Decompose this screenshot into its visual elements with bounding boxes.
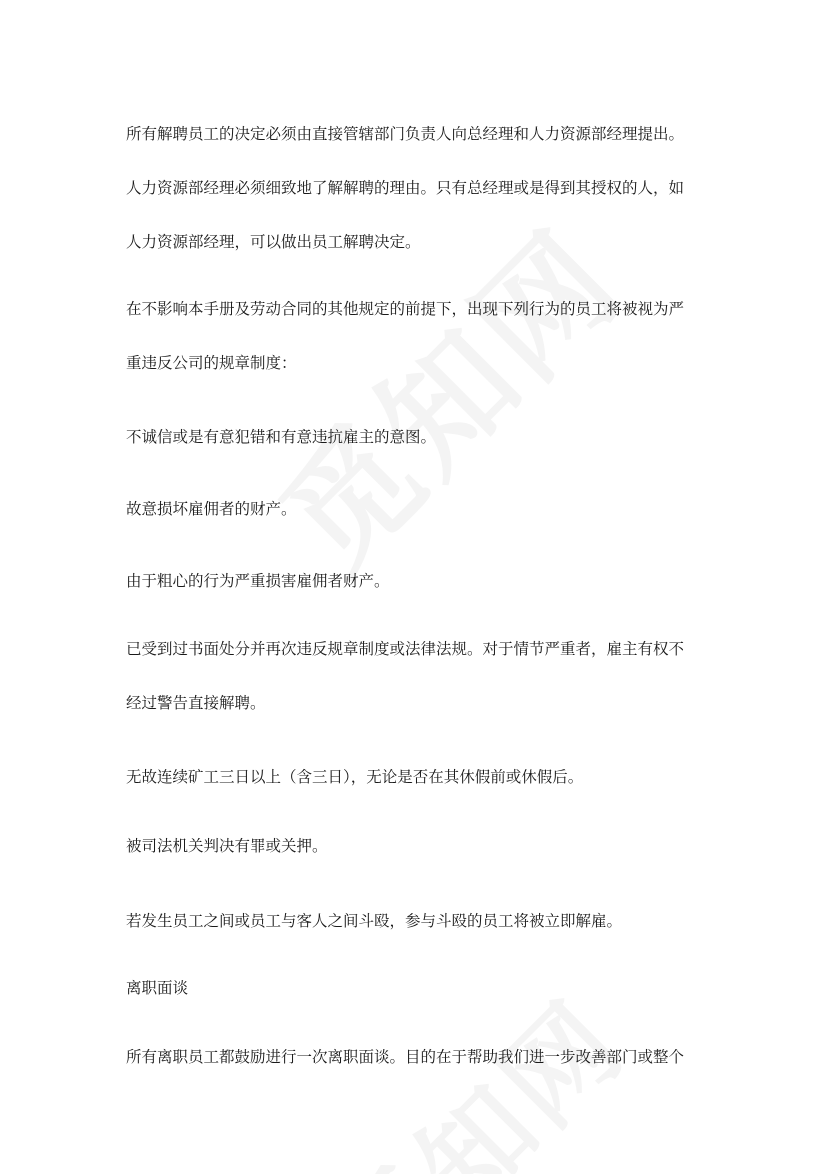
list-item: 由于粗心的行为严重损害雇佣者财产。 xyxy=(126,572,390,590)
list-item: 已受到过书面处分并再次违反规章制度或法律法规。对于情节严重者，雇主有权不 xyxy=(126,640,685,658)
paragraph-line: 所有离职员工都鼓励进行一次离职面谈。目的在于帮助我们进一步改善部门或整个 xyxy=(126,1048,685,1066)
list-item: 无故连续矿工三日以上（含三日），无论是否在其休假前或休假后。 xyxy=(126,768,584,786)
paragraph-line: 重违反公司的规章制度： xyxy=(126,354,297,372)
list-item: 被司法机关判决有罪或关押。 xyxy=(126,837,328,855)
paragraph-line: 人力资源部经理，可以做出员工解聘决定。 xyxy=(126,233,421,251)
list-item: 故意损坏雇佣者的财产。 xyxy=(126,500,297,518)
paragraph-line: 在不影响本手册及劳动合同的其他规定的前提下，出现下列行为的员工将被视为严 xyxy=(126,300,685,318)
list-item: 不诚信或是有意犯错和有意违抗雇主的意图。 xyxy=(126,428,437,446)
list-item-continued: 经过警告直接解聘。 xyxy=(126,694,266,712)
paragraph-line: 所有解聘员工的决定必须由直接管辖部门负责人向总经理和人力资源部经理提出。 xyxy=(126,125,685,143)
section-heading: 离职面谈 xyxy=(126,979,189,997)
paragraph-line: 人力资源部经理必须细致地了解解聘的理由。只有总经理或是得到其授权的人，如 xyxy=(126,179,685,197)
list-item: 若发生员工之间或员工与客人之间斗殴，参与斗殴的员工将被立即解雇。 xyxy=(126,912,623,930)
